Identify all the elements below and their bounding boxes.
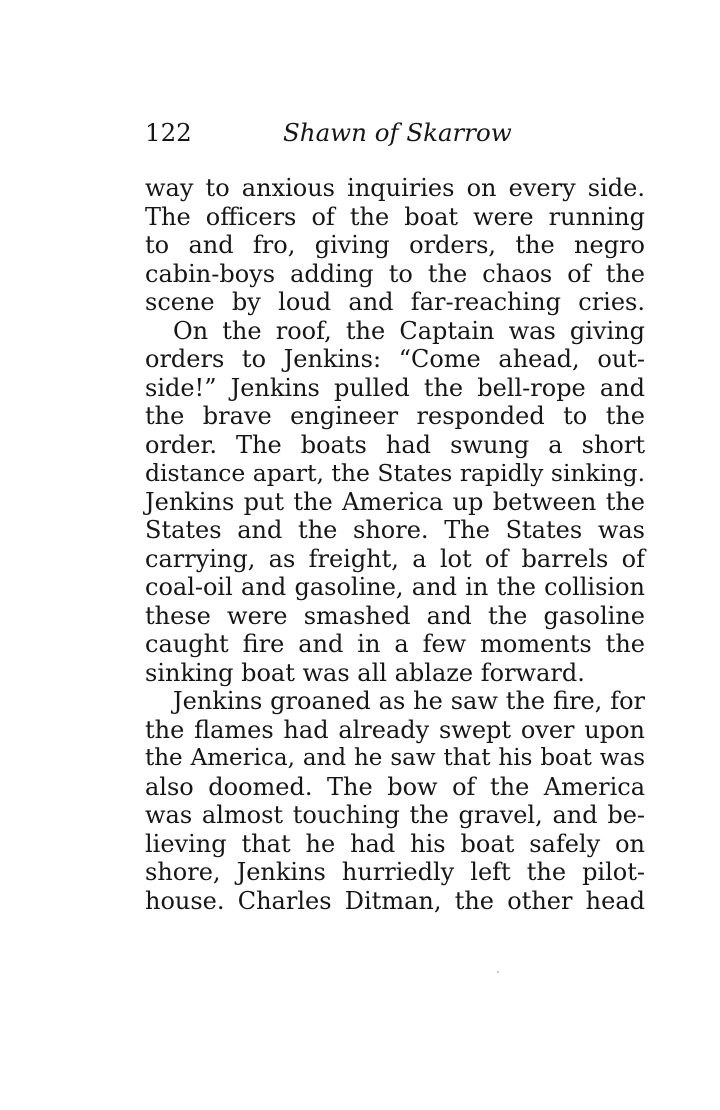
page-number: 122 [145, 118, 192, 147]
text-line: order. The boats had swung a short [145, 430, 645, 459]
text-line: scene by loud and far-reaching cries. [145, 288, 645, 316]
text-line: On the roof, the Captain was giving [173, 316, 645, 345]
text-line: the flames had already swept over upon [145, 715, 645, 744]
text-line: these were smashed and the gasoline [145, 601, 645, 630]
text-line: carrying, as freight, a lot of barrels of [145, 544, 645, 573]
text-line: way to anxious inquiries on every side. [145, 174, 645, 202]
text-line: Jenkins groaned as he saw the fire, for [173, 687, 645, 715]
text-line: cabin-boys adding to the chaos of the [145, 259, 645, 288]
text-line: shore, Jenkins hurriedly left the pilot- [145, 858, 645, 886]
text-line: Jenkins put the America up between the [145, 487, 645, 516]
text-line: the America, and he saw that his boat was [145, 745, 645, 771]
paper-speck [497, 971, 499, 973]
text-line: side!” Jenkins pulled the bell-rope and [145, 373, 645, 402]
text-line: The officers of the boat were running [145, 202, 645, 231]
text-line: coal-oil and gasoline, and in the collision [145, 573, 645, 601]
text-line: lieving that he had his boat safely on [145, 829, 645, 858]
text-line: distance apart, the States rapidly sinking. [145, 459, 646, 487]
text-line: to and fro, giving orders, the negro [145, 231, 645, 259]
text-line: orders to Jenkins: “Come ahead, out- [145, 345, 645, 373]
text-line: the brave engineer responded to the [145, 402, 645, 430]
book-title: Shawn of Skarrow [283, 118, 512, 147]
text-line: States and the shore. The States was [145, 516, 645, 544]
running-head [145, 116, 645, 150]
text-line: also doomed. The bow of the America [145, 772, 645, 801]
text-line: sinking boat was all ablaze forward. [145, 658, 585, 687]
body-text [145, 174, 645, 915]
text-line: caught fire and in a few moments the [145, 630, 645, 658]
text-line: house. Charles Ditman, the other head [145, 886, 645, 915]
text-line: was almost touching the gravel, and be- [145, 801, 645, 829]
